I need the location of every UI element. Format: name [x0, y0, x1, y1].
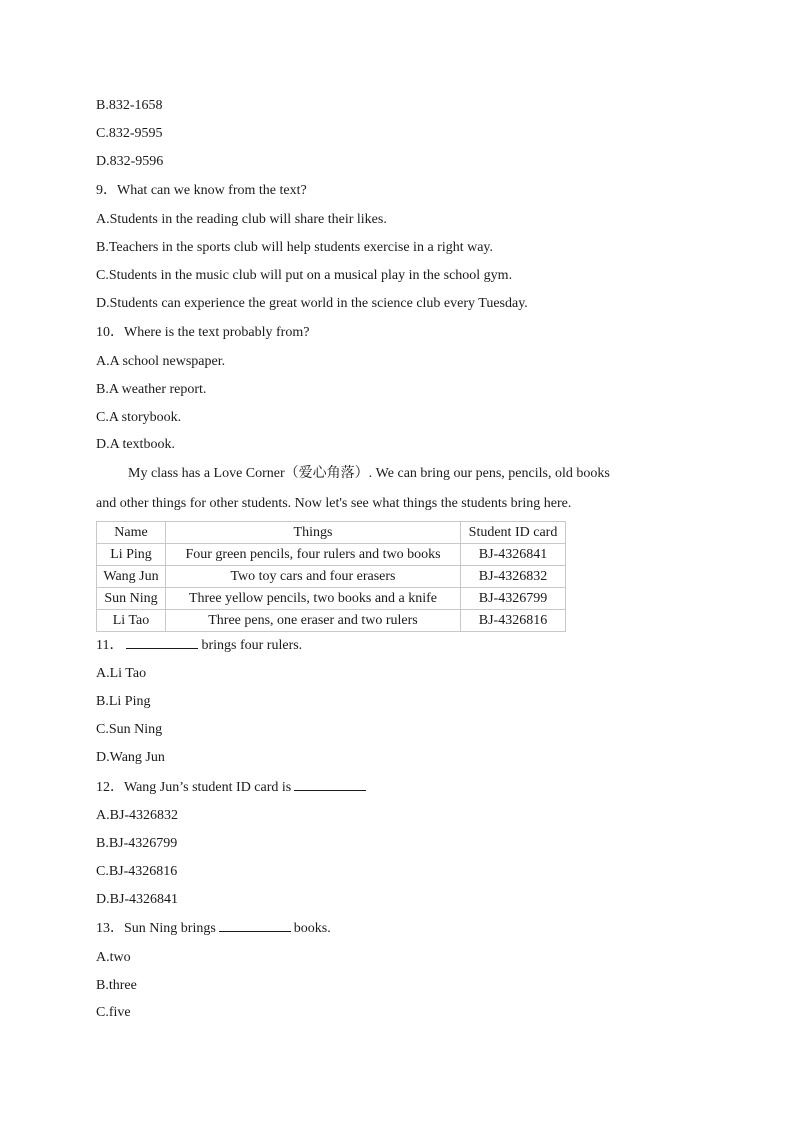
q13-suffix: books.: [293, 921, 331, 936]
cell-things: Four green pencils, four rulers and two books: [166, 544, 461, 566]
q10-option-c: C.A storybook.: [96, 410, 182, 425]
q11-number: 11．: [96, 638, 124, 653]
q11-question: [96, 636, 302, 655]
q12-option-b: B.BJ-4326799: [96, 836, 178, 851]
answer-blank: [219, 919, 291, 932]
q12-option-d: D.BJ-4326841: [96, 892, 179, 907]
q8-option-d: D.832-9596: [96, 154, 164, 169]
cell-id: BJ-4326832: [461, 566, 566, 588]
q10-question: 10．Where is the text probably from?: [96, 325, 310, 340]
q9-option-d: D.Students can experience the great world in the science club every Tuesday.: [96, 296, 528, 311]
answer-blank: [126, 636, 198, 649]
q12-option-a: A.BJ-4326832: [96, 808, 179, 823]
cell-name: Wang Jun: [97, 566, 166, 588]
passage-line-1: My class has a Love Corner（爱心角落）. We can bring our pens, pencils, old books: [128, 466, 610, 481]
q9-option-c: C.Students in the music club will put on a musical play in the school gym.: [96, 268, 513, 283]
q12-prefix: 12．Wang Jun’s student ID card is: [96, 780, 292, 795]
q10-option-d: D.A textbook.: [96, 437, 175, 452]
q11-option-c: C.Sun Ning: [96, 722, 163, 737]
cell-name: Li Tao: [97, 610, 166, 632]
header-student-id: Student ID card: [461, 522, 566, 544]
q8-option-c: C.832-9595: [96, 126, 163, 141]
q11-option-a: A.Li Tao: [96, 666, 147, 681]
q11-option-b: B.Li Ping: [96, 694, 151, 709]
cell-id: BJ-4326799: [461, 588, 566, 610]
things-table: [96, 521, 566, 632]
header-name: Name: [97, 522, 166, 544]
q9-option-b: B.Teachers in the sports club will help students exercise in a right way.: [96, 240, 494, 255]
q11-option-d: D.Wang Jun: [96, 750, 165, 765]
cell-name: Li Ping: [97, 544, 166, 566]
q13-option-a: A.two: [96, 950, 131, 965]
table-row: [97, 610, 566, 632]
q10-option-a: A.A school newspaper.: [96, 354, 226, 369]
q11-rest: brings four rulers.: [201, 638, 303, 653]
cell-id: BJ-4326816: [461, 610, 566, 632]
table-row: [97, 544, 566, 566]
answer-blank: [294, 778, 366, 791]
cell-things: Three yellow pencils, two books and a knife: [166, 588, 461, 610]
table-row: [97, 588, 566, 610]
cell-things: Two toy cars and four erasers: [166, 566, 461, 588]
q12-question: [96, 778, 369, 797]
cell-name: Sun Ning: [97, 588, 166, 610]
q13-prefix: 13．Sun Ning brings: [96, 921, 216, 936]
q9-question: 9．What can we know from the text?: [96, 183, 307, 198]
cell-things: Three pens, one eraser and two rulers: [166, 610, 461, 632]
header-things: Things: [166, 522, 461, 544]
q13-option-b: B.three: [96, 978, 137, 993]
q8-option-b: B.832-1658: [96, 98, 163, 113]
q13-option-c: C.five: [96, 1005, 131, 1020]
q9-option-a: A.Students in the reading club will share their likes.: [96, 212, 387, 227]
passage-line-2: and other things for other students. Now let's see what things the students bring here.: [96, 496, 572, 511]
table-header-row: [97, 522, 566, 544]
table-row: [97, 566, 566, 588]
q13-question: [96, 919, 331, 938]
q10-option-b: B.A weather report.: [96, 382, 207, 397]
cell-id: BJ-4326841: [461, 544, 566, 566]
q12-option-c: C.BJ-4326816: [96, 864, 178, 879]
